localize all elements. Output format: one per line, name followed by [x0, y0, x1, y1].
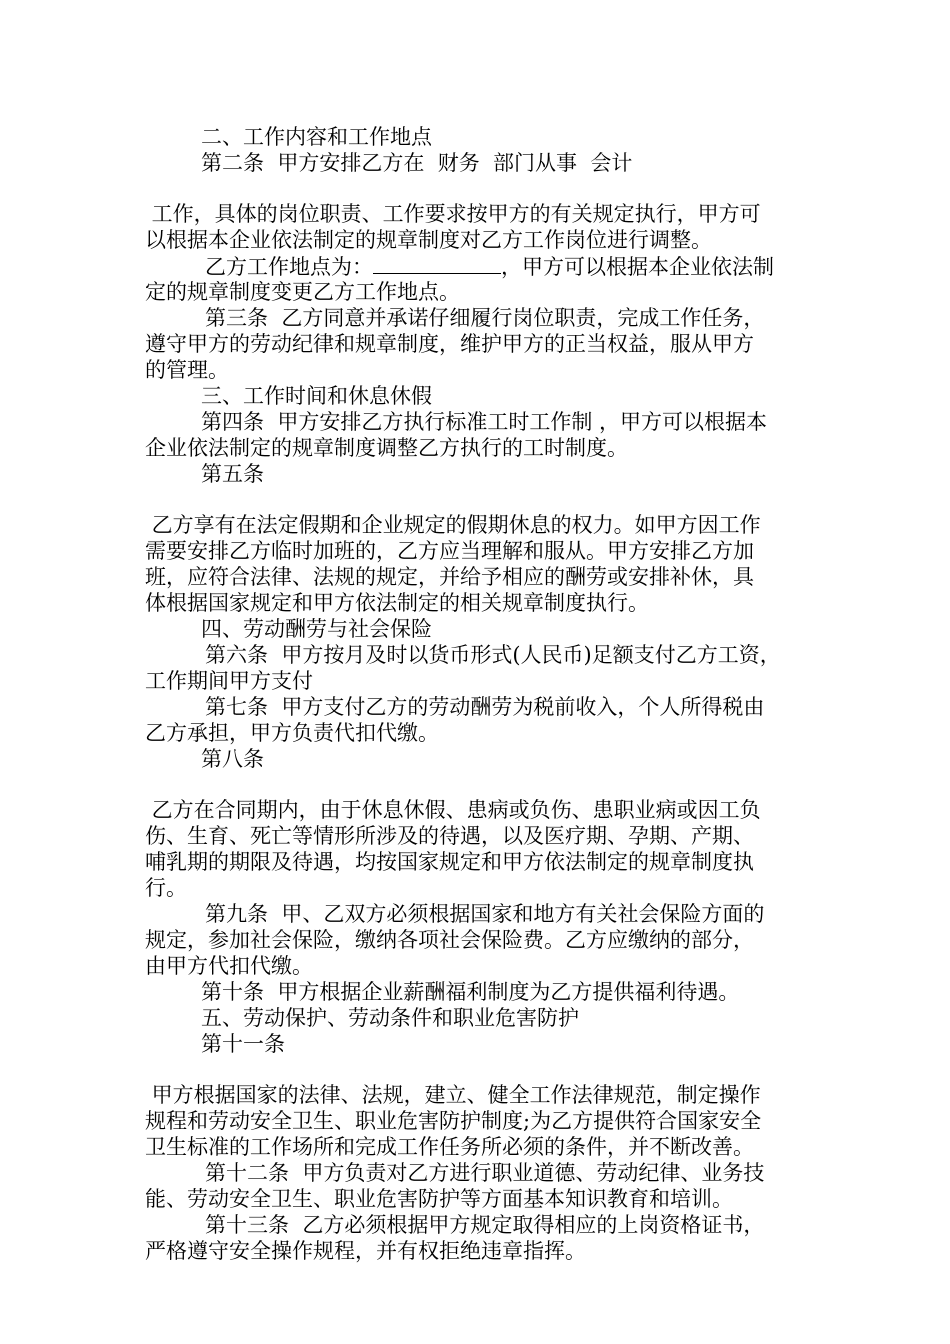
article-8-body-line: 哺乳期的期限及待遇，均按国家规定和甲方依法制定的规章制度执 [145, 850, 754, 874]
article-11-body-line: 规程和劳动安全卫生、职业危害防护制度;为乙方提供符合国家安全 [145, 1109, 762, 1133]
article-4-line: 企业依法制定的规章制度调整乙方执行的工时制度。 [145, 436, 628, 460]
article-2-line: 第二条 甲方安排乙方在 财务 部门从事 会计 [201, 151, 633, 175]
article-5-body-line: 乙方享有在法定假期和企业规定的假期休息的权力。如甲方因工作 [145, 513, 761, 537]
article-8-body-line: 伤、生育、死亡等情形所涉及的待遇，以及医疗期、孕期、产期、 [145, 824, 754, 848]
article-2-body-line: 工作，具体的岗位职责、工作要求按甲方的有关规定执行，甲方可 [145, 202, 761, 226]
section-heading-2: 二、工作内容和工作地点 [201, 125, 432, 149]
article-13-line: 第十三条 乙方必须根据甲方规定取得相应的上岗资格证书， [205, 1213, 765, 1237]
article-5-body-line: 班，应符合法律、法规的规定，并给予相应的酬劳或安排补休，具 [145, 565, 754, 589]
article-11-body-line: 卫生标准的工作场所和完成工作任务所必须的条件，并不断改善。 [145, 1135, 754, 1159]
article-8-heading: 第八条 [201, 747, 264, 771]
article-11-body-line: 甲方根据国家的法律、法规，建立、健全工作法律规范，制定操作 [145, 1083, 761, 1107]
article-12-line: 第十二条 甲方负责对乙方进行职业道德、劳动纪律、业务技 [205, 1161, 765, 1185]
article-4-line: 第四条 甲方安排乙方执行标准工时工作制 ，甲方可以根据本 [201, 410, 768, 434]
work-location-blank [373, 253, 501, 274]
section-heading-3: 三、工作时间和休息休假 [201, 384, 432, 408]
article-6-line: 工作期间甲方支付 [145, 669, 313, 693]
article-2-body-line: 以根据本企业依法制定的规章制度对乙方工作岗位进行调整。 [145, 228, 712, 252]
article-9-line: 第九条 甲、乙双方必须根据国家和地方有关社会保险方面的 [205, 902, 765, 926]
article-5-body-line: 需要安排乙方临时加班的，乙方应当理解和服从。甲方安排乙方加 [145, 539, 754, 563]
article-7-line: 第七条 甲方支付乙方的劳动酬劳为税前收入，个人所得税由 [205, 695, 765, 719]
article-10-line: 第十条 甲方根据企业薪酬福利制度为乙方提供福利待遇。 [201, 980, 740, 1004]
article-12-line: 能、劳动安全卫生、职业危害防护等方面基本知识教育和培训。 [145, 1187, 733, 1211]
article-3-line: 第三条 乙方同意并承诺仔细履行岗位职责，完成工作任务， [205, 306, 765, 330]
article-13-line: 严格遵守安全操作规程，并有权拒绝违章指挥。 [145, 1239, 586, 1263]
article-3-line: 的管理。 [145, 358, 229, 382]
article-5-heading: 第五条 [201, 462, 264, 486]
article-9-line: 由甲方代扣代缴。 [145, 954, 313, 978]
article-6-line: 第六条 甲方按月及时以货币形式(人民币)足额支付乙方工资， [205, 643, 781, 667]
article-5-body-line: 体根据国家规定和甲方依法制定的相关规章制度执行。 [145, 591, 649, 615]
article-8-body-line: 行。 [145, 876, 187, 900]
work-location-tail: ，甲方可以根据本企业依法制 [501, 255, 774, 279]
work-location-line [205, 253, 774, 279]
work-location-line: 定的规章制度变更乙方工作地点。 [145, 280, 460, 304]
article-3-line: 遵守甲方的劳动纪律和规章制度，维护甲方的正当权益，服从甲方 [145, 332, 754, 356]
article-11-heading: 第十一条 [201, 1032, 285, 1056]
article-9-line: 规定，参加社会保险，缴纳各项社会保险费。乙方应缴纳的部分， [145, 928, 754, 952]
work-location-label: 乙方工作地点为： [205, 255, 373, 279]
section-heading-4: 四、劳动酬劳与社会保险 [201, 617, 432, 641]
article-8-body-line: 乙方在合同期内，由于休息休假、患病或负伤、患职业病或因工负 [145, 798, 761, 822]
section-heading-5: 五、劳动保护、劳动条件和职业危害防护 [201, 1006, 579, 1030]
article-7-line: 乙方承担，甲方负责代扣代缴。 [145, 721, 439, 745]
